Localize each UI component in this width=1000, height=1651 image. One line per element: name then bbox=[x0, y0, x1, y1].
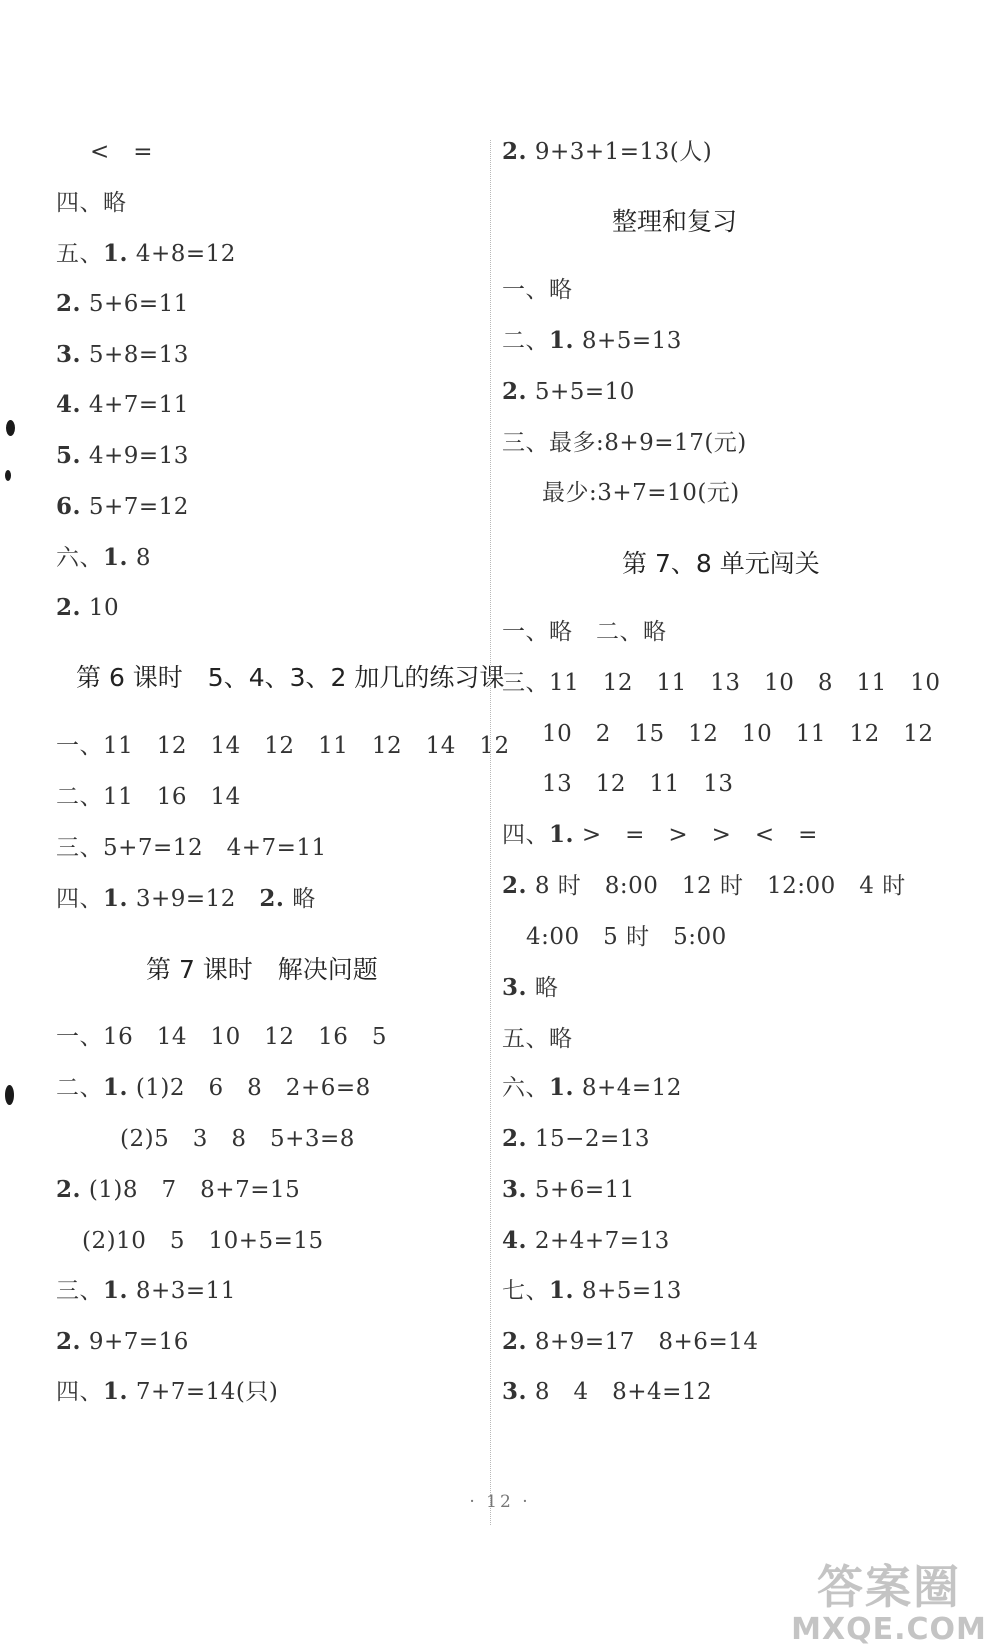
answer-line: 一、略 bbox=[502, 277, 573, 303]
watermark bbox=[784, 1561, 994, 1647]
answer-line: 三、11 12 11 13 10 8 11 10 bbox=[502, 670, 941, 696]
answer-line: 3. 5+8=13 bbox=[56, 341, 189, 368]
answer-line: 五、1. 4+8=12 bbox=[56, 240, 236, 267]
column-divider bbox=[490, 140, 491, 1525]
answer-line: 13 12 11 13 bbox=[542, 771, 734, 797]
answer-line: 二、11 16 14 bbox=[56, 784, 241, 810]
answer-line: 4:00 5 时 5:00 bbox=[526, 924, 727, 950]
answer-line: 一、11 12 14 12 11 12 14 12 bbox=[56, 733, 510, 759]
watermark-url: MXQE.COM bbox=[791, 1612, 987, 1647]
answer-line: 一、略 二、略 bbox=[502, 619, 667, 645]
answer-line: 三、最多:8+9=17(元) bbox=[502, 430, 747, 456]
answer-line: 四、略 bbox=[56, 190, 127, 216]
answer-line: 三、1. 8+3=11 bbox=[56, 1277, 236, 1304]
answer-line: 2. 15−2=13 bbox=[502, 1125, 651, 1152]
answer-line: 2. 5+6=11 bbox=[56, 290, 189, 317]
unit-heading: 第 7、8 单元闯关 bbox=[622, 549, 820, 578]
lesson-7-heading: 第 7 课时 解决问题 bbox=[146, 955, 378, 984]
answer-line: 四、1. > = > > < = bbox=[502, 821, 818, 848]
answer-line: 2. 8+9=17 8+6=14 bbox=[502, 1328, 759, 1355]
scan-mark bbox=[6, 420, 15, 436]
watermark-logo: 答案圈 bbox=[817, 1560, 961, 1614]
answer-line: 10 2 15 12 10 11 12 12 bbox=[542, 721, 934, 747]
answer-line: 2. (1)8 7 8+7=15 bbox=[56, 1176, 301, 1203]
answer-line: 4. 2+4+7=13 bbox=[502, 1227, 670, 1254]
answer-line: 四、1. 3+9=12 2. 略 bbox=[56, 885, 316, 912]
answer-line: 4. 4+7=11 bbox=[56, 391, 189, 418]
answer-line: 3. 5+6=11 bbox=[502, 1176, 635, 1203]
answer-line: 5. 4+9=13 bbox=[56, 442, 189, 469]
answer-line: 二、1. 8+5=13 bbox=[502, 327, 682, 354]
answer-line: 3. 8 4 8+4=12 bbox=[502, 1378, 713, 1405]
answer-line: 三、5+7=12 4+7=11 bbox=[56, 835, 327, 861]
answer-line: (2)10 5 10+5=15 bbox=[82, 1228, 324, 1254]
answer-line: 一、16 14 10 12 16 5 bbox=[56, 1024, 387, 1050]
comparison-marks: < = bbox=[90, 139, 154, 165]
answer-line: 2. 5+5=10 bbox=[502, 378, 635, 405]
answer-line: 3. 略 bbox=[502, 974, 559, 1001]
answer-line: 2. 9+3+1=13(人) bbox=[502, 138, 713, 165]
review-heading: 整理和复习 bbox=[612, 207, 738, 236]
answer-line: 六、1. 8+4=12 bbox=[502, 1074, 682, 1101]
answer-line: 6. 5+7=12 bbox=[56, 493, 189, 520]
answer-line: 二、1. (1)2 6 8 2+6=8 bbox=[56, 1074, 371, 1101]
answer-line: 最少:3+7=10(元) bbox=[542, 480, 740, 506]
lesson-6-heading: 第 6 课时 5、4、3、2 加几的练习课 bbox=[76, 663, 505, 692]
scan-mark bbox=[5, 1085, 14, 1105]
answer-line: 四、1. 7+7=14(只) bbox=[56, 1378, 279, 1405]
answer-line: 2. 10 bbox=[56, 594, 120, 621]
answer-line: 七、1. 8+5=13 bbox=[502, 1277, 682, 1304]
answer-line: 五、略 bbox=[502, 1026, 573, 1052]
answer-line: 2. 9+7=16 bbox=[56, 1328, 189, 1355]
page-number: · 12 · bbox=[469, 1492, 531, 1512]
answer-line: 2. 8 时 8:00 12 时 12:00 4 时 bbox=[502, 872, 906, 899]
scan-mark bbox=[5, 470, 11, 481]
answer-line: 六、1. 8 bbox=[56, 544, 151, 571]
answer-line: (2)5 3 8 5+3=8 bbox=[120, 1126, 355, 1152]
